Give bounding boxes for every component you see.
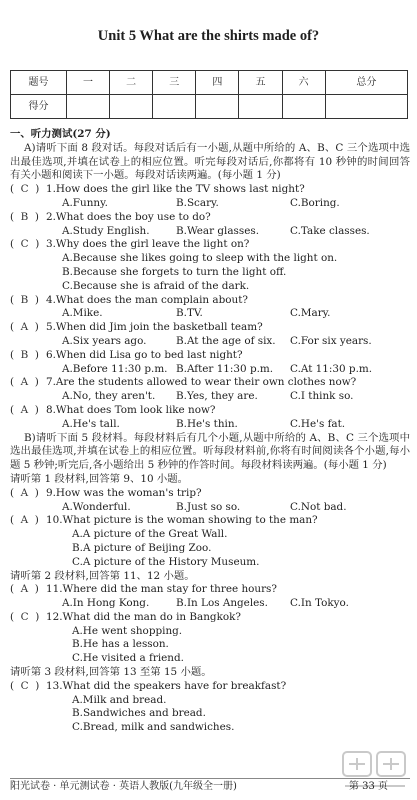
score-cell: 三 [153,71,196,95]
part-b-instructions: B)请听下面 5 段材料。每段材料后有几个小题,从题中所给的 A、B、C 三个选项中选出最佳选项,并填在试卷上的相应位置。听每段材料前,你将有时间阅读各个小题,每小题 5 秒钟;听完后,各小题给出 5 秒钟的作答时间。每段材料读两遍。(每小题 1 分) [10,431,410,472]
score-cell-empty[interactable] [196,95,239,119]
option: B.He's thin. [176,417,238,430]
option: C.He's fat. [290,417,346,430]
question [10,376,410,390]
question [10,514,410,528]
score-cell: 五 [239,71,282,95]
answer-bracket: ( A ) [10,486,39,499]
question [10,487,410,501]
option: C.Bread, milk and sandwiches. [72,721,235,734]
material-heading: 请听第 1 段材料,回答第 9、10 小题。 [10,472,189,485]
score-cell: 四 [196,71,239,95]
question [10,611,410,625]
option: B.TV. [176,307,203,320]
option: B.A picture of Beijing Zoo. [72,541,212,554]
option: A.Six years ago. [62,334,147,347]
question-text: 8.What does Tom look like now? [46,403,216,416]
answer-bracket: ( A ) [10,321,39,334]
option: C.Not bad. [290,500,347,513]
options [10,501,410,515]
question [10,349,410,363]
option: C.At 11:30 p.m. [290,362,373,375]
options [10,597,410,611]
score-cell: 得分 [11,95,67,119]
option: A.He went shopping. [72,624,183,637]
question-text: 5.When did Jim join the basketball team? [46,321,263,334]
answer-bracket: ( B ) [10,293,39,306]
footer-text: 阳光试卷 · 单元测试卷 · 英语人教版(九年级全一册) [10,781,237,792]
page-number: 第 33 页 [348,781,388,792]
option: A.No, they aren't. [62,390,156,403]
answer-bracket: ( C ) [10,183,40,196]
score-table-score-row [11,95,408,119]
question [10,294,410,308]
option: A.In Hong Kong. [62,597,150,610]
score-cell-empty[interactable] [239,95,282,119]
question [10,680,410,694]
option: C.Boring. [290,196,340,209]
option: B.Yes, they are. [176,390,258,403]
question [10,404,410,418]
option: C.I think so. [290,390,354,403]
answer-bracket: ( A ) [10,376,39,389]
option: C.Take classes. [290,224,370,237]
score-cell: 二 [110,71,153,95]
score-cell-empty[interactable] [110,95,153,119]
answer-bracket: ( B ) [10,348,39,361]
score-cell-empty[interactable] [67,95,110,119]
question-text: 1.How does the girl like the TV shows last night? [46,183,305,196]
question-text: 10.What picture is the woman showing to the man? [46,514,318,527]
option: B.Wear glasses. [176,224,260,237]
option: B.Because she forgets to turn the light off. [62,265,287,278]
question-text: 9.How was the woman's trip? [46,486,202,499]
score-cell-empty[interactable] [325,95,407,119]
option: B.After 11:30 p.m. [176,362,274,375]
option: B.At the age of six. [176,334,276,347]
score-cell-empty[interactable] [282,95,325,119]
question [10,583,410,597]
option: B.Just so so. [176,500,241,513]
option: B.In Los Angeles. [176,597,268,610]
options [10,418,410,432]
options [10,363,410,377]
option: A.A picture of the Great Wall. [72,528,228,541]
option: A.Milk and bread. [72,693,167,706]
option: A.He's tall. [62,417,120,430]
question-text: 11.Where did the man stay for three hours? [46,583,277,596]
options [10,225,410,239]
option: C.A picture of the History Museum. [72,555,260,568]
score-cell: 题号 [11,71,67,95]
option: A.Mike. [62,307,103,320]
question-text: 2.What does the boy use to do? [46,210,211,223]
option: C.Because she is afraid of the dark. [62,279,250,292]
score-cell: 一 [67,71,110,95]
part-a-instructions: A)请听下面 8 段对话。每段对话后有一小题,从题中所给的 A、B、C 三个选项中选出最佳选项,并填在试卷上的相应位置。听完每段对话后,你都将有 10 秒钟的时间回答有关小题和阅读下一小题。每段对话读两遍。(每小题 1 分) [10,141,410,182]
question-text: 7.Are the students allowed to wear their own clothes now? [46,376,357,389]
question-text: 13.What did the speakers have for breakfast? [46,679,287,692]
score-table-header-row [11,71,408,95]
question [10,211,410,225]
section-title: 一、听力测试(27 分) [10,128,111,140]
answer-bracket: ( A ) [10,583,39,596]
option: A.Before 11:30 p.m. [62,362,168,375]
options [10,390,410,404]
options [10,335,410,349]
material-heading: 请听第 2 段材料,回答第 11、12 小题。 [10,569,195,582]
answer-bracket: ( C ) [10,679,40,692]
option: A.Because she likes going to sleep with the light on. [62,252,338,265]
score-table [10,70,408,119]
option: B.Scary. [176,196,219,209]
answer-bracket: ( C ) [10,238,40,251]
exam-content [10,128,410,735]
score-cell: 六 [282,71,325,95]
answer-bracket: ( B ) [10,210,39,223]
score-cell-empty[interactable] [153,95,196,119]
question [10,321,410,335]
answer-bracket: ( A ) [10,514,39,527]
question-text: 12.What did the man do in Bangkok? [46,610,241,623]
options [10,197,410,211]
question [10,238,410,252]
option: C.He visited a friend. [72,652,184,665]
option: C.In Tokyo. [290,597,349,610]
question-text: 3.Why does the girl leave the light on? [46,238,250,251]
score-cell: 总分 [325,71,407,95]
option: C.Mary. [290,307,331,320]
option: A.Study English. [62,224,150,237]
page-title: Unit 5 What are the shirts made of? [97,28,320,44]
option: B.He has a lesson. [72,638,169,651]
answer-bracket: ( C ) [10,610,40,623]
page-footer [10,778,410,794]
option: B.Sandwiches and bread. [72,707,206,720]
answer-bracket: ( A ) [10,403,39,416]
question [10,183,410,197]
question-text: 6.When did Lisa go to bed last night? [46,348,243,361]
material-heading: 请听第 3 段材料,回答第 13 至第 15 小题。 [10,666,212,679]
question-text: 4.What does the man complain about? [46,293,248,306]
option: A.Funny. [62,196,108,209]
option: C.For six years. [290,334,372,347]
options [10,307,410,321]
option: A.Wonderful. [62,500,131,513]
